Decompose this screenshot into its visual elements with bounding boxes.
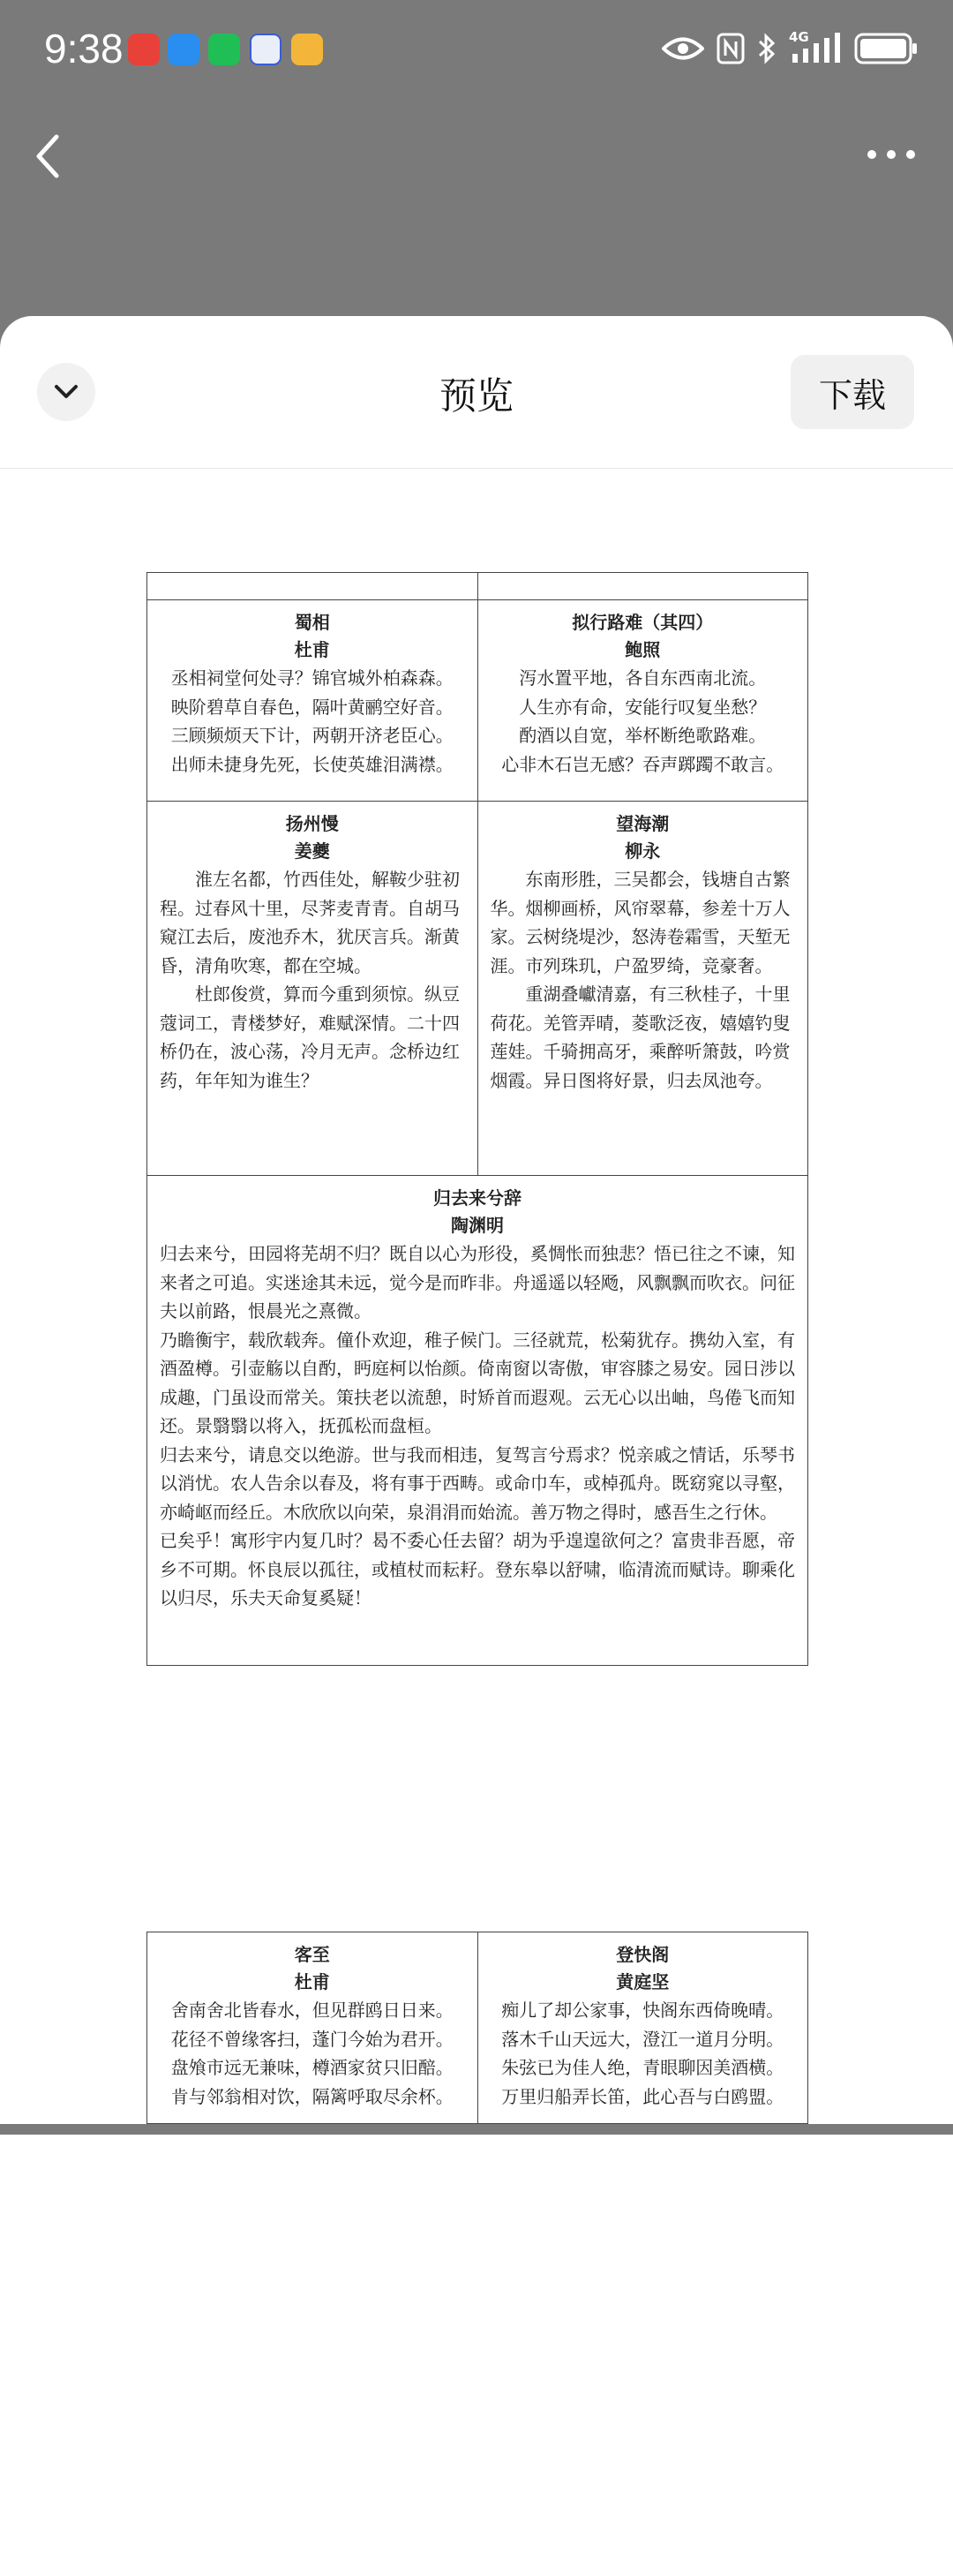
download-button[interactable]: 下载: [791, 355, 914, 429]
eye-icon: [662, 35, 704, 62]
table-row: [147, 1932, 808, 2124]
poem-cell: [147, 802, 478, 1176]
wechat-icon: [208, 34, 240, 65]
network-type: 4G: [789, 29, 809, 45]
document-page-2: [0, 2135, 953, 2576]
poem-title: 拟行路难（其四）: [572, 612, 714, 633]
poem-text: 淮左名都，竹西佳处，解鞍少驻初程。过春风十里，尽荠麦青青。自胡马窥江去后，废池乔木，犹厌言兵。渐黄昏，清角吹寒，都在空城。 杜郎俊赏，算而今重到须惊。纵豆蔻词工，青楼梦好，难赋深情。二十四桥仍在，波心荡，冷月无声。念桥边红药，年年知为谁生？: [160, 869, 460, 1091]
bluetooth-icon: [757, 33, 777, 64]
poem-table-1: [146, 572, 808, 1666]
shopping-app-icon: [128, 34, 160, 65]
more-options-icon[interactable]: [865, 141, 918, 168]
table-row: [147, 600, 808, 802]
poem-text: 丞相祠堂何处寻？锦官城外柏森森。 映阶碧草自春色，隔叶黄鹂空好音。 三顾频烦天下计，两朝开济老臣心。 出师未捷身先死，长使英雄泪满襟。: [170, 667, 454, 775]
poem-text: 痴儿了却公家事，快阁东西倚晚晴。 落木千山天远大，澄江一道月分明。 朱弦已为佳人绝，青眼聊因美酒横。 万里归船弄长笛，此心吾与白鸥盟。: [501, 2000, 784, 2107]
signal-icon: [789, 31, 842, 66]
back-icon[interactable]: [26, 130, 71, 183]
poem-author: 柳永: [625, 840, 661, 862]
poem-title: 扬州慢: [285, 813, 339, 834]
table-row: [147, 573, 808, 600]
poem-author: 姜夔: [294, 840, 330, 862]
poem-cell: [147, 1932, 478, 2124]
poem-title: 蜀相: [294, 612, 330, 633]
poem-cell: [147, 1176, 808, 1666]
baidu-icon: [250, 34, 281, 65]
sheet-header: [0, 316, 953, 469]
poem-author: 陶渊明: [451, 1215, 504, 1236]
battery-icon: [854, 32, 918, 65]
poem-title: 客至: [294, 1944, 330, 1965]
poem-text: 归去来兮，田园将芜胡不归？既自以心为形役，奚惆怅而独悲？悟已往之不谏，知来者之可追。实迷途其未远，觉今是而昨非。舟遥遥以轻飏，风飘飘而吹衣。问征夫以前路，恨晨光之熹微。 乃瞻衡宇，载欣载奔。僮仆欢迎，稚子候门。三径就荒，松菊犹存。携幼入室，有酒盈樽。引壶觞以自酌，眄庭柯以怡颜。倚南窗以寄傲，审容膝之易安。园日涉以成趣，门虽设而常关。策扶老以流憩，时矫首而遐观。云无心以出岫，鸟倦飞而知还。景翳翳以将入，抚孤松而盘桓。 归去来兮，请息交以绝游。世与我而相违，复驾言兮焉求？悦亲戚之情话，乐琴书以消忧。农人告余以春及，将有事于西畴。或命巾车，或棹孤舟。既窈窕以寻壑，亦崎岖而经丘。木欣欣以向荣，泉涓涓而始流。善万物之得时，感吾生之行休。 已矣乎！寓形宇内复几时？曷不委心任去留？胡为乎遑遑欲何之？富贵非吾愿，帝乡不可期。怀良辰以孤往，或植杖而耘耔。登东皋以舒啸，临清流而赋诗。聊乘化以归尽，乐夫天命复奚疑！: [160, 1243, 795, 1608]
top-nav: [0, 102, 953, 207]
message-app-icon: [168, 34, 199, 65]
poem-title: 望海潮: [616, 813, 670, 834]
poem-cell: [477, 1932, 808, 2124]
poem-cell: [477, 802, 808, 1176]
poem-title: 登快阁: [616, 1944, 670, 1965]
poem-text: 舍南舍北皆春水，但见群鸥日日来。 花径不曾缘客扫，蓬门今始为君开。 盘飧市远无兼味，樽酒家贫只旧醅。 肯与邻翁相对饮，隔篱呼取尽余杯。: [170, 2000, 454, 2107]
nfc-icon: [717, 33, 745, 64]
document-page-2-visible: [0, 1817, 953, 2119]
system-icons: [662, 26, 918, 71]
poem-title: 归去来兮辞: [433, 1187, 522, 1209]
weibo-icon: [291, 34, 323, 65]
poem-author: 鲍照: [625, 639, 661, 660]
poem-cell: [477, 600, 808, 802]
poem-cell: [147, 600, 478, 802]
poem-author: 黄庭坚: [616, 1971, 670, 1992]
poem-author: 杜甫: [294, 1971, 330, 1992]
table-row: [147, 1176, 808, 1666]
status-bar: [0, 0, 953, 102]
poem-table-2: [146, 1932, 808, 2124]
poem-text: 泻水置平地，各自东西南北流。 人生亦有命，安能行叹复坐愁？ 酌酒以自宽，举杯断绝歌路难。 心非木石岂无感？吞声踯躅不敢言。: [501, 667, 784, 775]
poem-text: 东南形胜，三吴都会，钱塘自古繁华。烟柳画桥，风帘翠幕，参差十万人家。云树绕堤沙，怒涛卷霜雪，天堑无涯。市列珠玑，户盈罗绮，竞豪奢。 重湖叠巘清嘉，有三秋桂子，十里荷花。羌管弄晴，菱歌泛夜，嬉嬉钓叟莲娃。千骑拥高牙，乘醉听箫鼓，吟赏烟霞。异日图将好景，归去凤池夸。: [490, 869, 791, 1091]
status-time: 9:38: [44, 26, 124, 72]
poem-author: 杜甫: [294, 639, 330, 660]
table-row: [147, 802, 808, 1176]
sheet-title: 预览: [439, 374, 514, 418]
